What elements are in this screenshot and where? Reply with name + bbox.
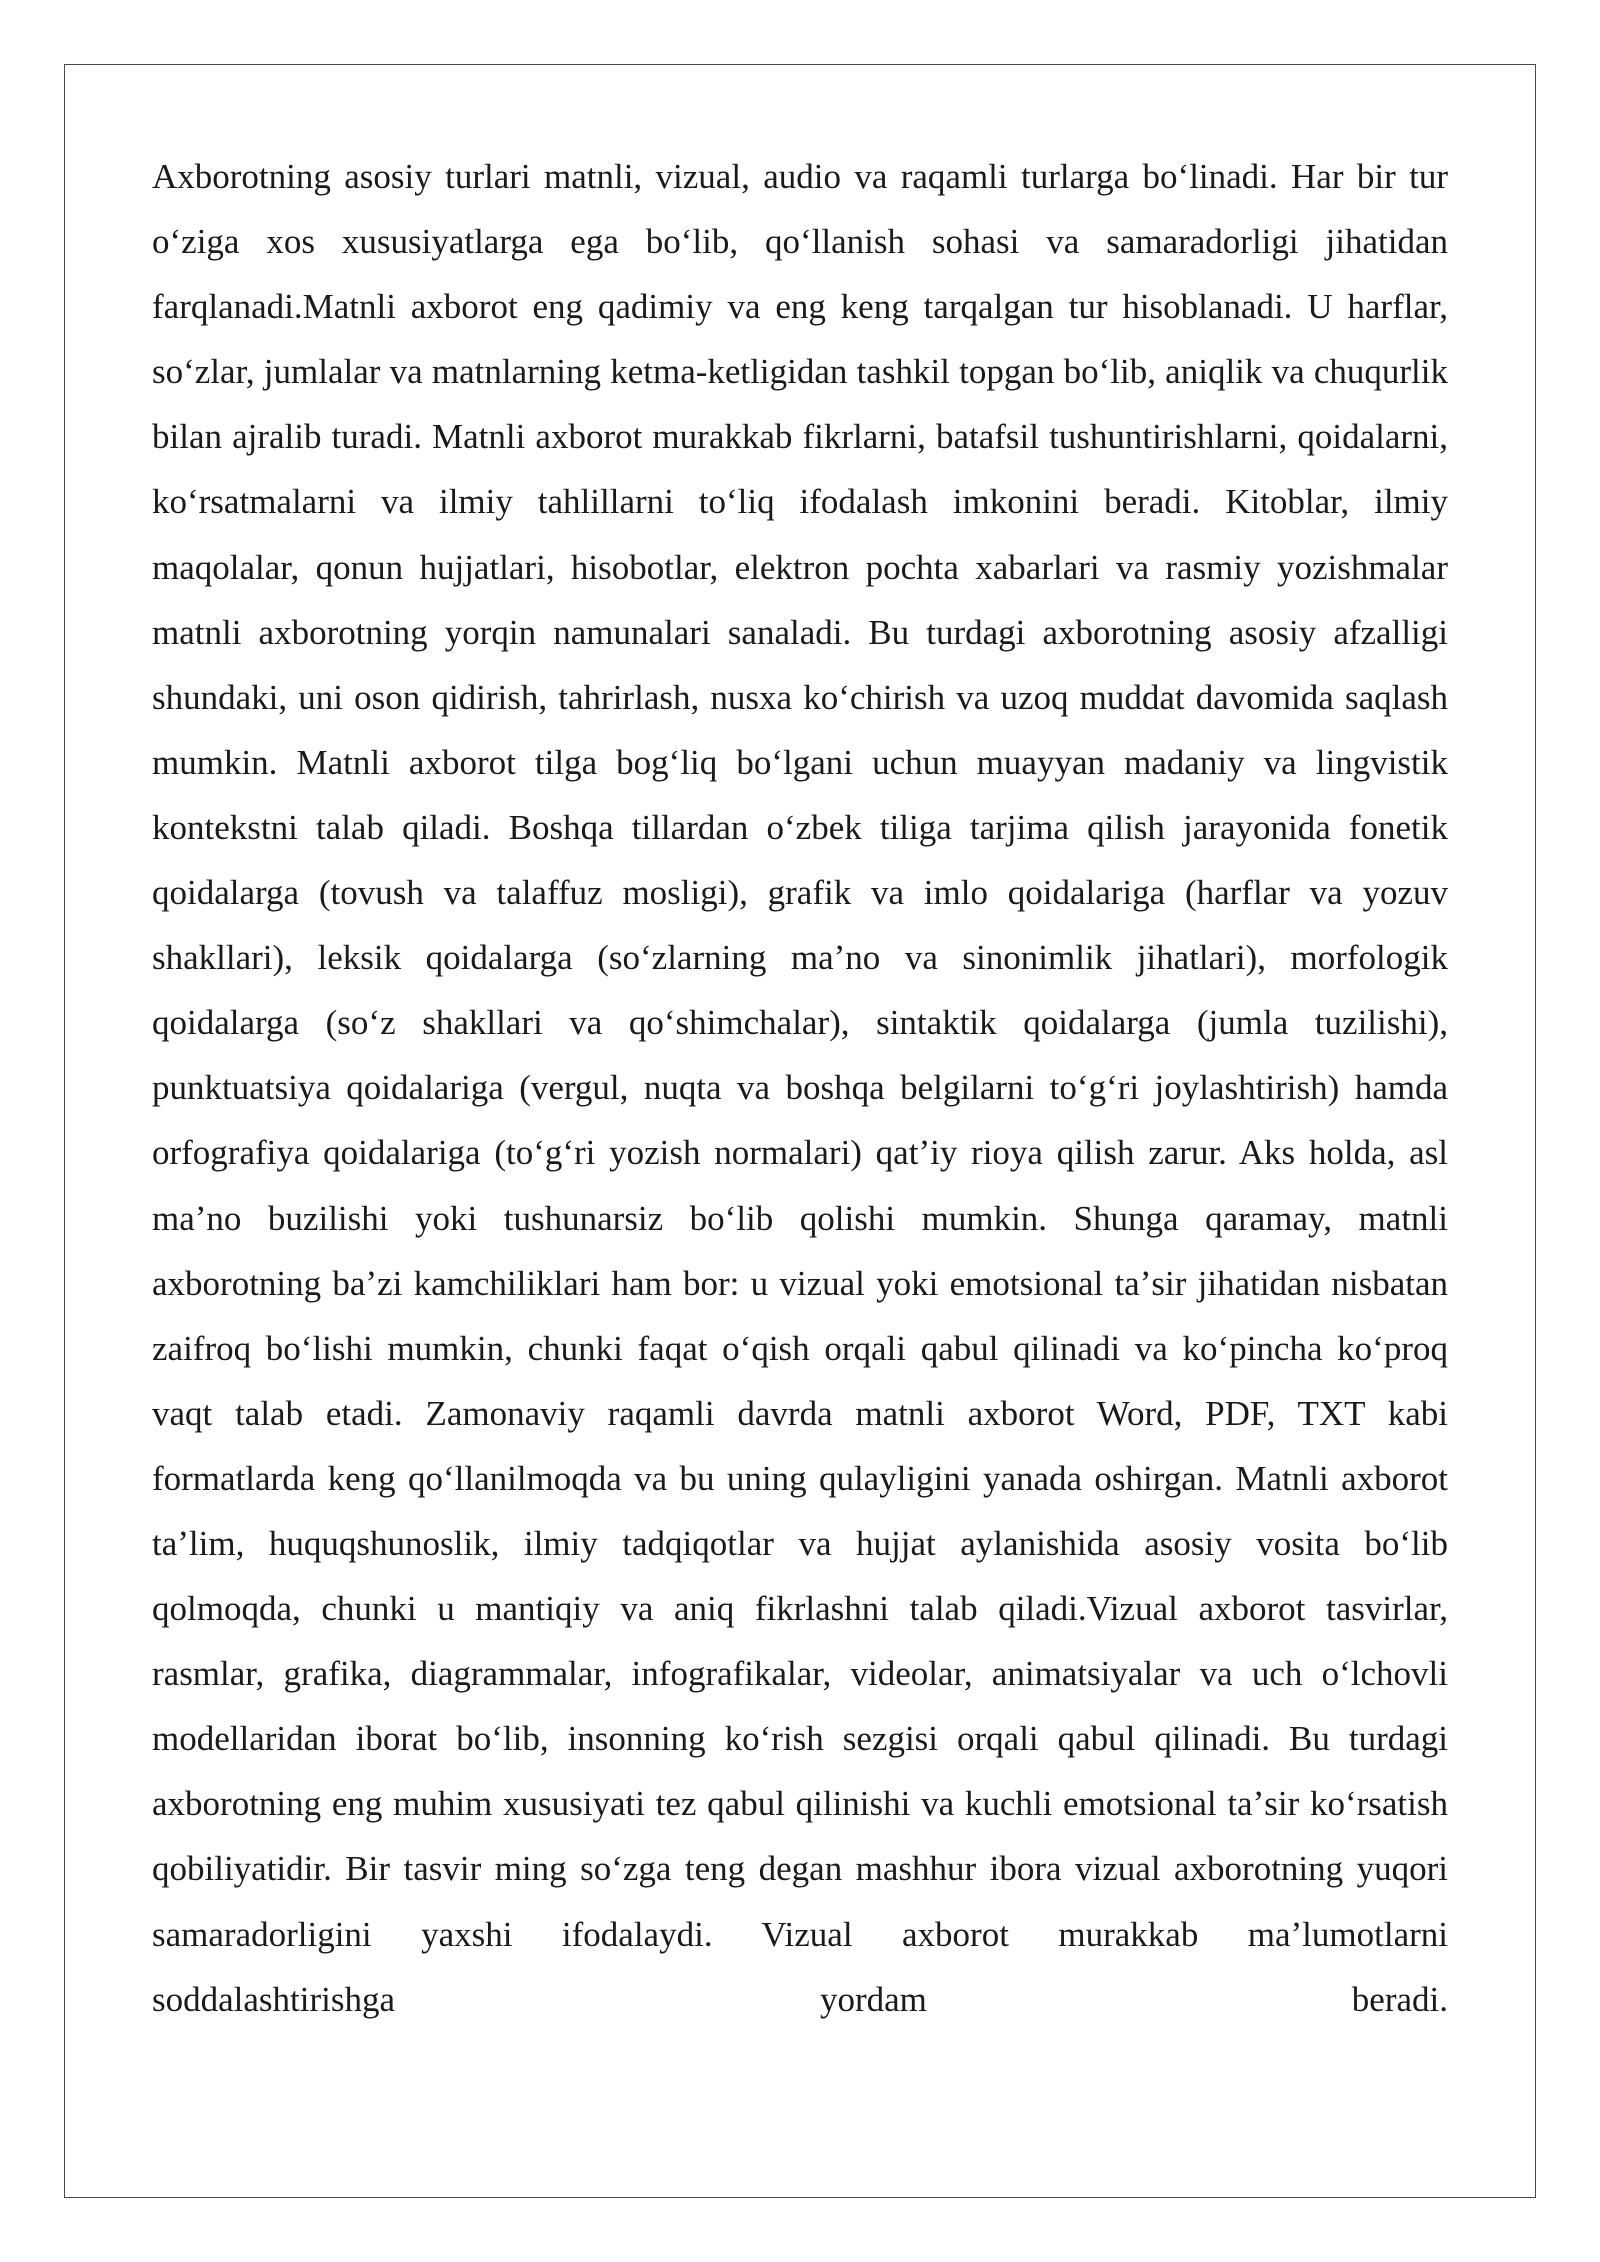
body-paragraph: Axborotning asosiy turlari matnli, vizual, audio va raqamli turlarga boʻlinadi. Har bir tur oʻziga xos xususiyatlarga ega boʻlib, qoʻllanish sohasi va samaradorligi jihatidan farqlanadi.Matnli axborot eng qadimiy va eng keng tarqalgan tur hisoblanadi. U harflar, soʻzlar, jumlalar va matnlarning ketma-ketligidan tashkil topgan boʻlib, aniqlik va chuqurlik bilan ajralib turadi. Matnli axborot murakkab fikrlarni, batafsil tushuntirishlarni, qoidalarni, koʻrsatmalarni va ilmiy tahlillarni toʻliq ifodalash imkonini beradi. Kitoblar, ilmiy maqolalar, qonun hujjatlari, hisobotlar, elektron pochta xabarlari va rasmiy yozishmalar matnli axborotning yorqin namunalari sanaladi. Bu turdagi axborotning asosiy afzalligi shundaki, uni oson qidirish, tahrirlash, nusxa koʻchirish va uzoq muddat davomida saqlash mumkin. Matnli axborot tilga bogʻliq boʻlgani uchun muayyan madaniy va lingvistik kontekstni talab qiladi. Boshqa tillardan oʻzbek tiliga tarjima qilish jarayonida fonetik qoidalarga (tovush va talaffuz mosligi), grafik va imlo qoidalariga (harflar va yozuv shakllari), leksik qoidalarga (soʻzlarning maʼno va sinonimlik jihatlari), morfologik qoidalarga (soʻz shakllari va qoʻshimchalar), sintaktik qoidalarga (jumla tuzilishi), punktuatsiya qoidalariga (vergul, nuqta va boshqa belgilarni toʻgʻri joylashtirish) hamda orfografiya qoidalariga (toʻgʻri yozish normalari) qatʼiy rioya qilish zarur. Aks holda, asl maʼno buzilishi yoki tushunarsiz boʻlib qolishi mumkin. Shunga qaramay, matnli axborotning baʼzi kamchiliklari ham bor: u vizual yoki emotsional taʼsir jihatidan nisbatan zaifroq boʻlishi mumkin, chunki faqat oʻqish orqali qabul qilinadi va koʻpincha koʻproq vaqt talab etadi. Zamonaviy raqamli davrda matnli axborot Word, PDF, TXT kabi formatlarda keng qoʻllanilmoqda va bu uning qulayligini yanada oshirgan. Matnli axborot taʼlim, huquqshunoslik, ilmiy tadqiqotlar va hujjat aylanishida asosiy vosita boʻlib qolmoqda, chunki u mantiqiy va aniq fikrlashni talab qiladi.Vizual axborot tasvirlar, rasmlar, grafika, diagrammalar, infografikalar, videolar, animatsiyalar va uch oʻlchovli modellaridan iborat boʻlib, insonning koʻrish sezgisi orqali qabul qilinadi. Bu turdagi axborotning eng muhim xususiyati tez qabul qilinishi va kuchli emotsional taʼsir koʻrsatish qobiliyatidir. Bir tasvir ming soʻzga teng degan mashhur ibora vizual axborotning yuqori samaradorligini yaxshi ifodalaydi. Vizual axborot murakkab maʼlumotlarni soddalashtirishga yordam beradi. (152, 157, 1448, 2019)
